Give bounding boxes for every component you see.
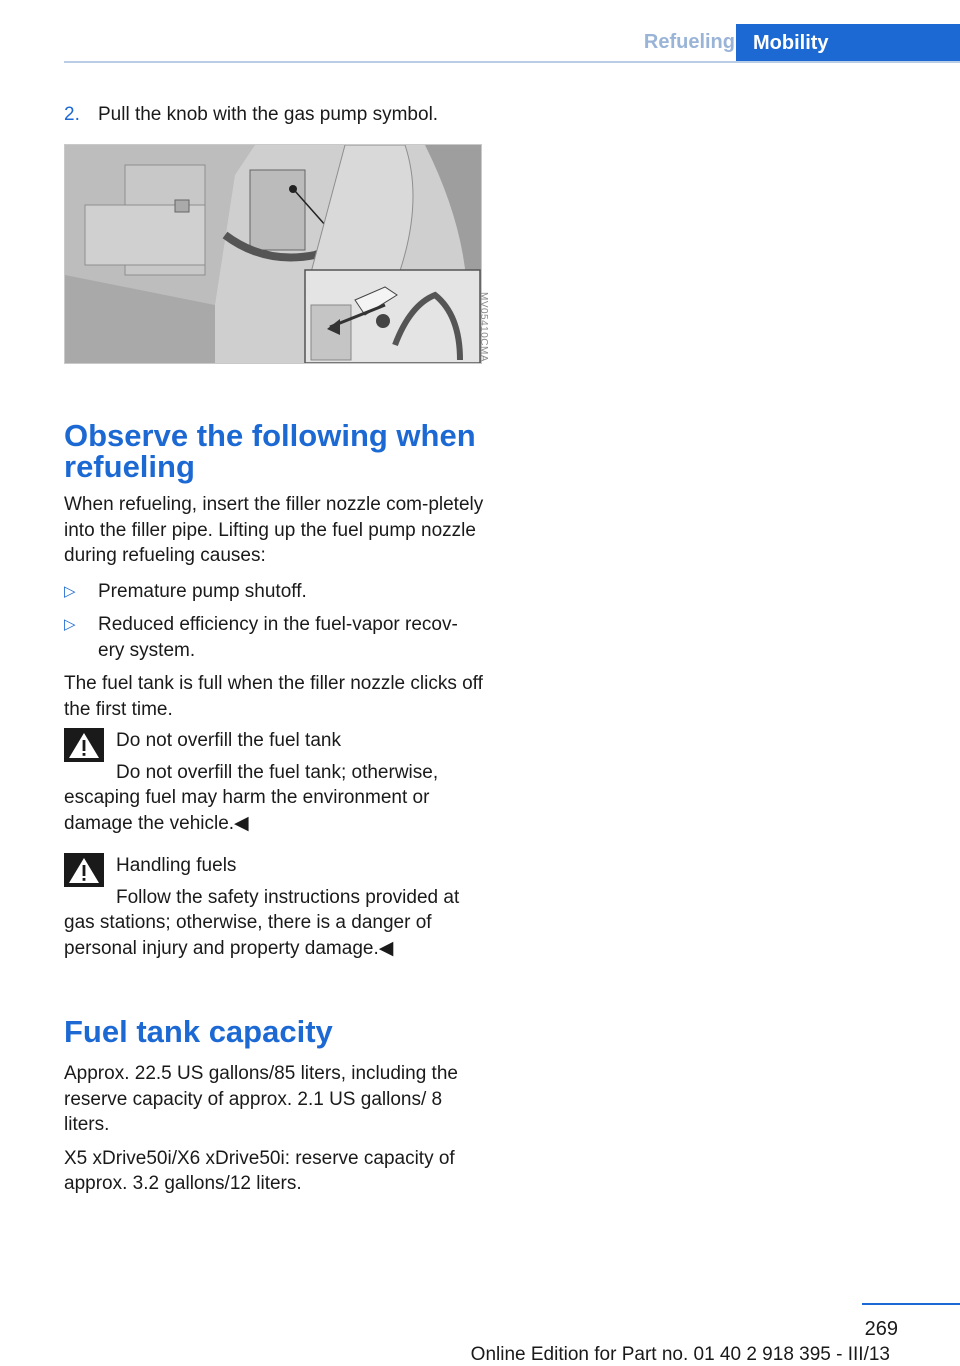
warning-title: Do not overfill the fuel tank	[116, 730, 341, 751]
header-chapter-tab: Mobility	[736, 24, 960, 62]
warning-icon	[64, 853, 104, 887]
warning-icon	[64, 728, 104, 762]
trunk-illustration-svg	[65, 145, 482, 364]
edition-footer: Online Edition for Part no. 01 40 2 918 395 - III/13	[470, 1344, 890, 1365]
page-number: 269	[864, 1318, 898, 1340]
bullet-text: Premature pump shutoff.	[98, 580, 307, 602]
warning-box	[64, 728, 484, 836]
capacity-paragraph: Approx. 22.5 US gallons/85 liters, including the reserve capacity of approx. 2.1 US gallons/ 8 liters.	[64, 1063, 458, 1135]
closing-paragraph: The fuel tank is full when the filler nozzle clicks off the first time.	[64, 673, 483, 720]
reserve-paragraph: X5 xDrive50i/X6 xDrive50i: reserve capacity of approx. 3.2 gallons/12 liters.	[64, 1147, 455, 1194]
warning-body: Do not overfill the fuel tank; otherwise, escaping fuel may harm the environment or damage the vehicle.◀	[64, 761, 439, 834]
intro-paragraph: When refueling, insert the filler nozzle com-pletely into the filler pipe. Lifting up the fuel pump nozzle during refueling causes:	[64, 494, 484, 566]
section-fuel-tank-capacity	[64, 1016, 484, 1047]
header-section-tab: Refueling	[643, 31, 735, 53]
figure-code: MV05410CMA	[478, 292, 489, 363]
section-refueling-body	[64, 492, 484, 722]
trunk-illustration	[64, 144, 482, 364]
header-rule	[64, 61, 960, 63]
triangle-bullet-icon: ▷	[64, 616, 76, 633]
list-item	[64, 612, 484, 663]
heading-observe-refueling: Observe the following when refueling	[64, 418, 476, 484]
warning-body: Follow the safety instructions provided at gas stations; otherwise, there is a danger of personal injury and property damage.◀	[64, 886, 460, 959]
section-fuel-tank-body	[64, 1061, 484, 1197]
triangle-bullet-icon: ▷	[64, 582, 76, 600]
list-item	[64, 579, 484, 605]
bullet-text: Reduced efficiency in the fuel-vapor recov-ery system.	[98, 614, 458, 661]
step-text: Pull the knob with the gas pump symbol.	[98, 104, 439, 125]
section-refueling	[64, 420, 484, 482]
footer-rule	[862, 1303, 960, 1305]
warning-title: Handling fuels	[116, 855, 237, 876]
warning-box	[64, 853, 484, 961]
heading-fuel-tank-capacity: Fuel tank capacity	[64, 1014, 333, 1049]
step-number: 2.	[64, 104, 80, 125]
